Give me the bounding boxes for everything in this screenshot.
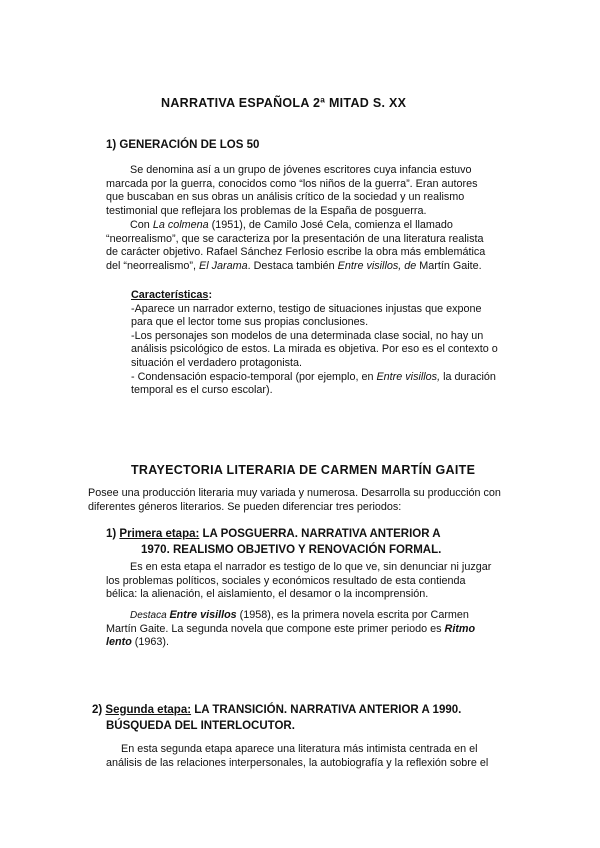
stage2-title: LA TRANSICIÓN. NARRATIVA ANTERIOR A 1990.	[191, 704, 462, 716]
stage1-label: Primera etapa:	[119, 528, 200, 540]
text-line: análisis de las relaciones interpersonales, la autobiografía y la reflexión sobre el	[106, 756, 489, 769]
stage1-heading	[106, 527, 441, 558]
text-line	[106, 219, 512, 233]
paragraph-stage2	[106, 743, 516, 770]
stage2-number: 2)	[92, 704, 106, 716]
section-heading-trayectoria: TRAYECTORIA LITERARIA DE CARMEN MARTÍN GAITE	[131, 463, 476, 477]
characteristic-line	[131, 371, 512, 385]
characteristic-line: temporal es el curso escolar).	[131, 384, 273, 397]
stage2-heading-line	[92, 703, 461, 719]
stage1-title-line2: 1970. REALISMO OBJETIVO Y RENOVACIÓN FORMAL.	[141, 543, 442, 556]
text-line: de carácter objetivo. Rafael Sánchez Ferlosio escribe la obra más emblemática	[106, 246, 486, 259]
book-title-entre-visillos: Entre visillos	[169, 609, 237, 621]
text-run: Martín Gaite.	[419, 259, 482, 272]
book-title-entre-visillos: Entre visillos,	[376, 370, 441, 383]
text-line: Posee una producción literaria muy variada y numerosa. Desarrolla su producción con	[88, 487, 501, 499]
book-title-entre-visillos: Entre visillos, de	[337, 259, 420, 272]
text-run: (1951), de Camilo José Cela, comienza el llamado	[208, 219, 453, 231]
book-title-ritmo-lento: lento	[106, 636, 132, 649]
characteristics-label	[131, 289, 512, 303]
characteristics-label-text: Características	[131, 289, 209, 301]
text-line	[106, 260, 512, 274]
text-line	[106, 623, 512, 637]
text-line: En esta segunda etapa aparece una literatura más intimista centrada en el	[121, 743, 478, 755]
text-run: (1963).	[131, 636, 170, 649]
text-run: . Destaca también	[247, 259, 338, 272]
text-run: Martín Gaite. La segunda novela que compone este primer periodo es	[106, 622, 445, 635]
stage1-heading-line	[106, 527, 441, 543]
stage1-number: 1)	[106, 528, 120, 540]
text-run: la duración	[440, 370, 496, 383]
book-title-ritmo-lento: Ritmo	[444, 622, 476, 635]
characteristics-colon: :	[208, 289, 213, 301]
stage1-title: LA POSGUERRA. NARRATIVA ANTERIOR A	[199, 528, 441, 540]
text-run: (1958), es la primera novela escrita por Carmen	[236, 609, 469, 621]
paragraph-stage1	[106, 561, 512, 602]
book-title-la-colmena: La colmena	[152, 219, 209, 231]
text-run: del “neorrealismo”,	[106, 259, 200, 272]
text-run: Destaca	[130, 610, 170, 621]
text-line: “neorrealismo”, que se caracteriza por la presentación de una literatura realista	[106, 232, 484, 245]
text-line: marcada por la guerra, conocidos como “los niños de la guerra”. Eran autores	[106, 177, 478, 190]
stage2-heading	[92, 703, 461, 734]
text-line: diferentes géneros literarios. Se pueden diferenciar tres periodos:	[88, 500, 402, 513]
characteristic-line: -Los personajes son modelos de una determinada clase social, no hay un	[131, 329, 484, 342]
characteristic-line: para que el lector tome sus propias conclusiones.	[131, 316, 369, 329]
paragraph-neorrealismo	[106, 219, 512, 273]
text-line: que buscaban en sus obras un análisis crítico de la sociedad y un realismo	[106, 191, 465, 204]
text-run: Con	[130, 219, 153, 231]
text-line: testimonial que reflejara los problemas de la España de posguerra.	[106, 204, 427, 217]
characteristic-line: -Aparece un narrador externo, testigo de situaciones injustas que expone	[131, 302, 482, 315]
page-title: NARRATIVA ESPAÑOLA 2ª MITAD S. XX	[161, 96, 407, 110]
section-heading-generacion-50: 1) GENERACIÓN DE LOS 50	[106, 139, 260, 151]
characteristics-block	[131, 289, 512, 398]
stage2-label: Segunda etapa:	[105, 704, 192, 716]
text-line	[106, 636, 512, 650]
text-line: bélica: la alienación, el aislamiento, el desamor o la incomprensión.	[106, 588, 429, 601]
book-title-el-jarama: El Jarama	[199, 259, 248, 272]
text-line	[106, 609, 512, 623]
paragraph-stage1-works	[106, 609, 512, 650]
text-line: Es en esta etapa el narrador es testigo de lo que ve, sin denunciar ni juzgar	[130, 561, 492, 573]
paragraph-trayectoria-intro	[88, 487, 513, 514]
text-run: - Condensación espacio-temporal (por ejemplo, en	[131, 370, 377, 383]
characteristic-line: análisis psicológico de estos. La mirada es objetiva. Por eso es el contexto o	[131, 343, 498, 356]
characteristic-line: situación el verdadero protagonista.	[131, 356, 303, 369]
text-line: los problemas políticos, sociales y económicos resultado de esta contienda	[106, 574, 466, 587]
text-line: Se denomina así a un grupo de jóvenes escritores cuya infancia estuvo	[130, 164, 472, 176]
paragraph-generacion-intro	[106, 164, 512, 218]
stage2-title-line2: BÚSQUEDA DEL INTERLOCUTOR.	[106, 719, 295, 732]
